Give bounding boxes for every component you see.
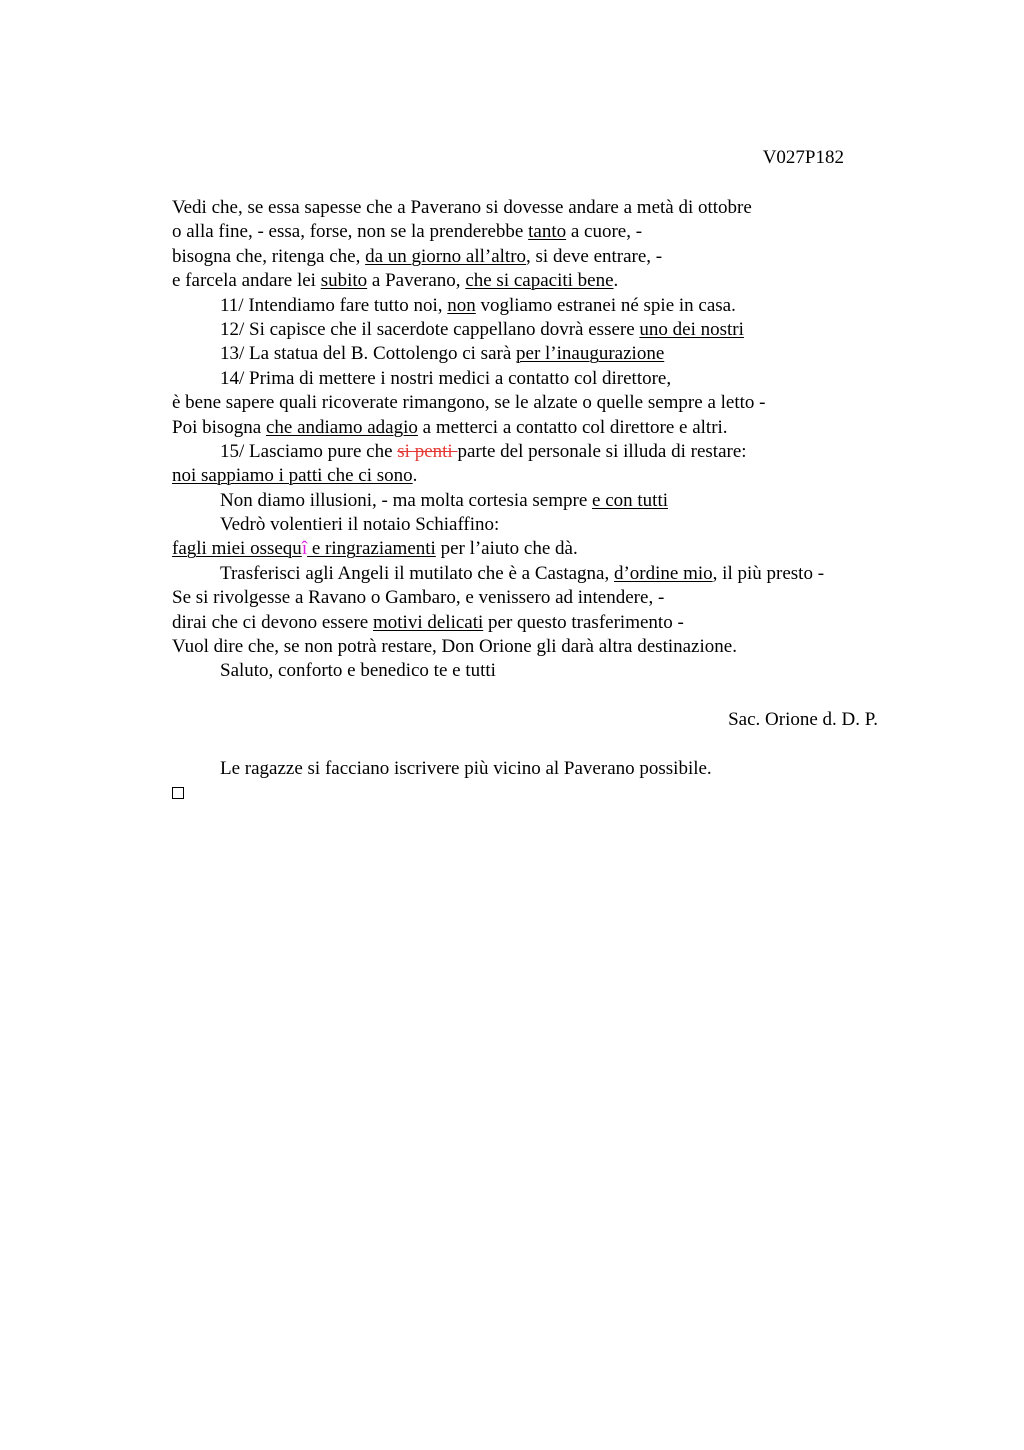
underlined-text: per l’inaugurazione (516, 343, 665, 365)
text-segment: bisogna che, ritenga che, (172, 245, 366, 267)
text-line (172, 562, 932, 586)
text-segment: . (412, 465, 418, 487)
underlined-text: tanto (528, 221, 567, 243)
text-line (172, 196, 932, 220)
text-line (172, 367, 932, 391)
text-segment: Vuol dire che, se non potrà restare, Don Orione gli darà altra destinazione. (172, 636, 737, 658)
text-segment: 12/ Si capisce che il sacerdote cappellano dovrà essere (220, 318, 640, 340)
underlined-text: da un giorno all’altro (365, 245, 527, 267)
underlined-text: d’ordine mio (613, 562, 713, 584)
postscript: Le ragazze si facciano iscrivere più vicino al Paverano possibile. (220, 757, 712, 779)
underlined-text: e con tutti (592, 489, 668, 511)
letter-lines (172, 196, 932, 684)
text-segment: Vedrò volentieri il notaio Schiaffino: (220, 514, 500, 536)
letter-body (172, 196, 932, 806)
text-line (172, 659, 932, 683)
text-segment: vogliamo estranei né spie in casa. (475, 294, 736, 316)
spacer (172, 684, 932, 708)
text-segment: a Paverano, (367, 270, 466, 292)
text-segment: o alla fine, - essa, forse, non se la prenderebbe (172, 221, 529, 243)
text-segment: Se si rivolgesse a Ravano o Gambaro, e venissero ad intendere, - (172, 587, 665, 609)
text-segment: , si deve entrare, - (526, 245, 663, 267)
text-line (172, 294, 932, 318)
spacer (172, 733, 932, 757)
text-line (172, 220, 932, 244)
text-segment: 14/ Prima di mettere i nostri medici a contatto col direttore, (220, 367, 672, 389)
text-segment: e farcela andare lei (172, 270, 321, 292)
text-line (172, 489, 932, 513)
underlined-text: uno dei nostri (639, 318, 744, 340)
text-line (172, 342, 932, 366)
text-line (172, 611, 932, 635)
text-line (172, 513, 932, 537)
text-segment: Vedi che, se essa sapesse che a Paverano si dovesse andare a metà di ottobre (172, 197, 752, 218)
underlined-text: che si capaciti bene (465, 270, 614, 292)
underlined-text: subito (320, 270, 368, 292)
deleted-text: si penti (397, 440, 458, 462)
text-segment: Non diamo illusioni, - ma molta cortesia sempre (220, 489, 593, 511)
text-segment: a cuore, - (566, 221, 643, 243)
text-segment: per l’aiuto che dà. (435, 538, 578, 560)
checkbox-line (172, 781, 932, 805)
underlined-text: motivi delicati (373, 611, 484, 633)
text-line (172, 391, 932, 415)
text-segment: 15/ Lasciamo pure che (220, 440, 398, 462)
text-line (172, 537, 932, 561)
underlined-text: che andiamo adagio (265, 416, 418, 438)
text-segment: è bene sapere quali ricoverate rimangono, se le alzate o quelle sempre a letto - (172, 392, 766, 414)
checkbox-square-icon (172, 787, 184, 799)
text-segment: 11/ Intendiamo fare tutto noi, (220, 294, 448, 316)
text-line (172, 318, 932, 342)
text-segment: Saluto, conforto e benedico te e tutti (220, 660, 496, 682)
text-line (172, 635, 932, 659)
text-segment: parte del personale si illuda di restare: (457, 440, 747, 462)
text-line (172, 464, 932, 488)
text-segment: 13/ La statua del B. Cottolengo ci sarà (220, 343, 517, 365)
text-segment: . (613, 270, 619, 292)
signature: Sac. Orione d. D. P. (728, 709, 878, 731)
underlined-text: fagli miei ossequ (172, 538, 302, 560)
text-segment: Poi bisogna (172, 416, 266, 438)
text-segment: a metterci a contatto col direttore e altri. (417, 416, 728, 438)
reference-code: V027P182 (762, 147, 844, 168)
text-segment: , il più presto - (712, 562, 825, 584)
underlined-text: e ringraziamenti (307, 538, 436, 560)
text-segment: Trasferisci agli Angeli il mutilato che è a Castagna, (220, 562, 614, 584)
underlined-text: noi sappiamo i patti che ci sono (172, 465, 413, 487)
text-line (172, 269, 932, 293)
text-line (172, 440, 932, 464)
text-line (172, 245, 932, 269)
underlined-text: non (447, 294, 476, 316)
text-segment: dirai che ci devono essere (172, 611, 373, 633)
text-segment: per questo trasferimento - (483, 611, 684, 633)
text-line (172, 416, 932, 440)
text-line (172, 586, 932, 610)
inserted-text: î (301, 538, 308, 560)
